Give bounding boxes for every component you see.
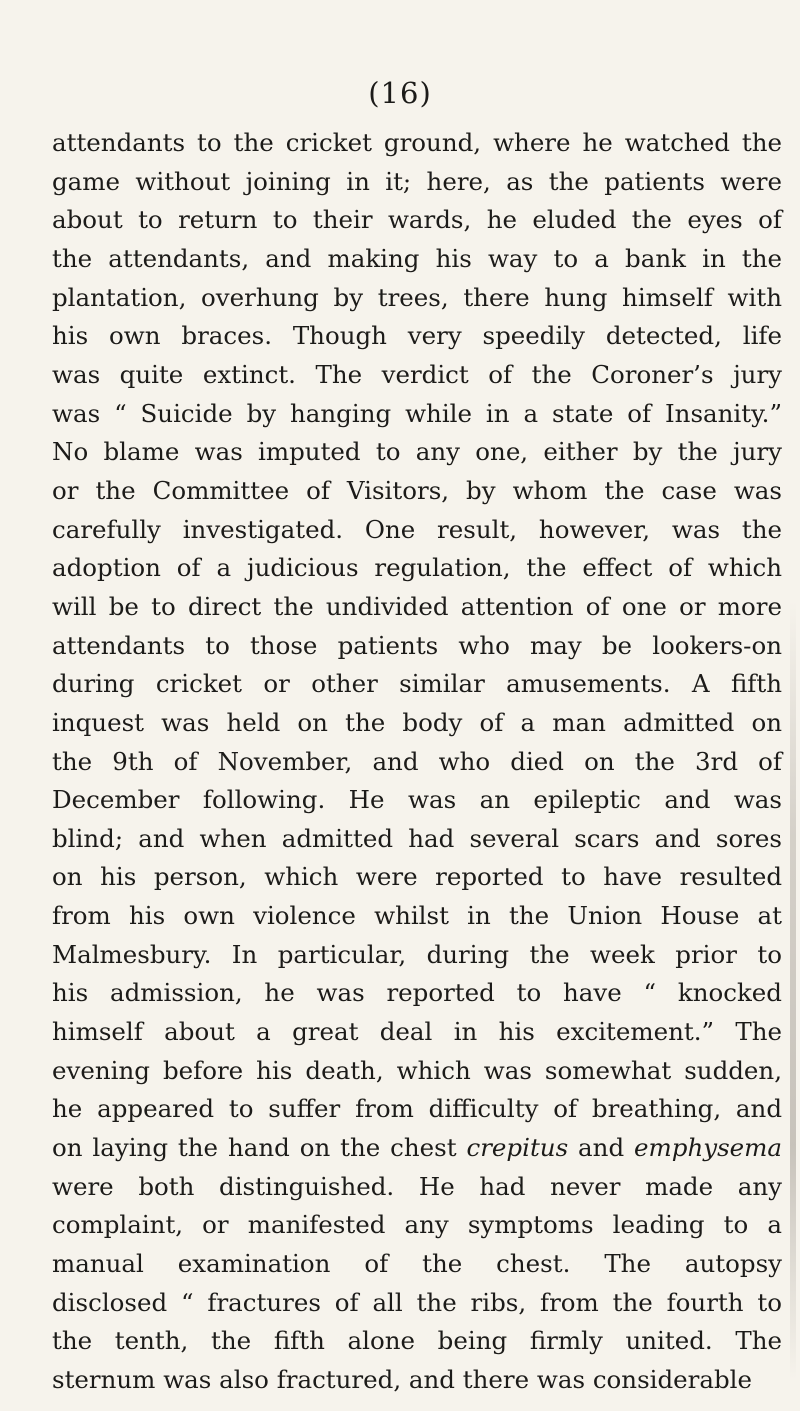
text-line: was quite extinct. The verdict of the Coroner’s jury — [52, 359, 782, 389]
text-line: attendants to the cricket ground, where he watched the — [52, 128, 782, 157]
text-line: attendants to those patients who may be lookers-on — [52, 630, 782, 660]
text-line: about to return to their wards, he eluded the eyes of — [52, 205, 782, 235]
text-line: complaint, or manifested any symptoms leading to a — [52, 1210, 782, 1240]
italic-term-crepitus: crepitus — [466, 1133, 569, 1163]
text-line: the 9th of November, and who died on the 3rd of — [52, 746, 782, 776]
text-line: were both distinguished. He had never made any — [52, 1171, 782, 1201]
text-line: from his own violence whilst in the Union House at — [52, 901, 782, 931]
text-line: was “ Suicide by hanging while in a state of Insanity.” — [52, 398, 782, 428]
text-line: Malmesbury. In particular, during the week prior to — [52, 939, 782, 969]
page-edge-shadow — [790, 600, 796, 1380]
text-line: game without joining in it; here, as the patients were — [52, 166, 782, 196]
text-line: No blame was imputed to any one, either by the jury — [52, 437, 782, 467]
text-line: will be to direct the undivided attention of one or more — [52, 591, 782, 621]
text-line: on his person, which were reported to have resulted — [52, 862, 782, 892]
text-line: the tenth, the fifth alone being firmly united. The — [52, 1326, 782, 1356]
text-line: sternum was also fractured, and there was considerable — [52, 1365, 752, 1394]
text-line: December following. He was an epileptic and was — [52, 785, 782, 815]
text-line: manual examination of the chest. The autopsy — [52, 1249, 782, 1279]
text-line: blind; and when admitted had several scars and sores — [52, 823, 782, 853]
text-line: the attendants, and making his way to a bank in the — [52, 243, 782, 273]
text-line: he appeared to suffer from difficulty of breathing, and — [52, 1094, 782, 1124]
text-fragment: and — [568, 1133, 635, 1163]
page-number: (16) — [368, 76, 432, 110]
text-line: his admission, he was reported to have “ knocked — [52, 978, 782, 1008]
body-text — [52, 124, 782, 1400]
text-line-italic-terms — [52, 1129, 782, 1168]
text-line: inquest was held on the body of a man admitted on — [52, 707, 782, 737]
text-line: adoption of a judicious regulation, the effect of which — [52, 553, 782, 583]
italic-term-emphysema: emphysema — [634, 1133, 782, 1163]
text-line: carefully investigated. One result, however, was the — [52, 514, 782, 544]
text-line: disclosed “ fractures of all the ribs, from the fourth to — [52, 1287, 782, 1317]
text-line: plantation, overhung by trees, there hung himself with — [52, 282, 782, 312]
text-line: himself about a great deal in his excitement.” The — [52, 1017, 782, 1047]
text-line: during cricket or other similar amusements. A fifth — [52, 669, 782, 699]
text-fragment: on laying the hand on the chest — [52, 1133, 467, 1163]
text-line: evening before his death, which was somewhat sudden, — [52, 1055, 782, 1085]
text-line: his own braces. Though very speedily detected, life — [52, 321, 782, 351]
text-line: or the Committee of Visitors, by whom the case was — [52, 475, 782, 505]
